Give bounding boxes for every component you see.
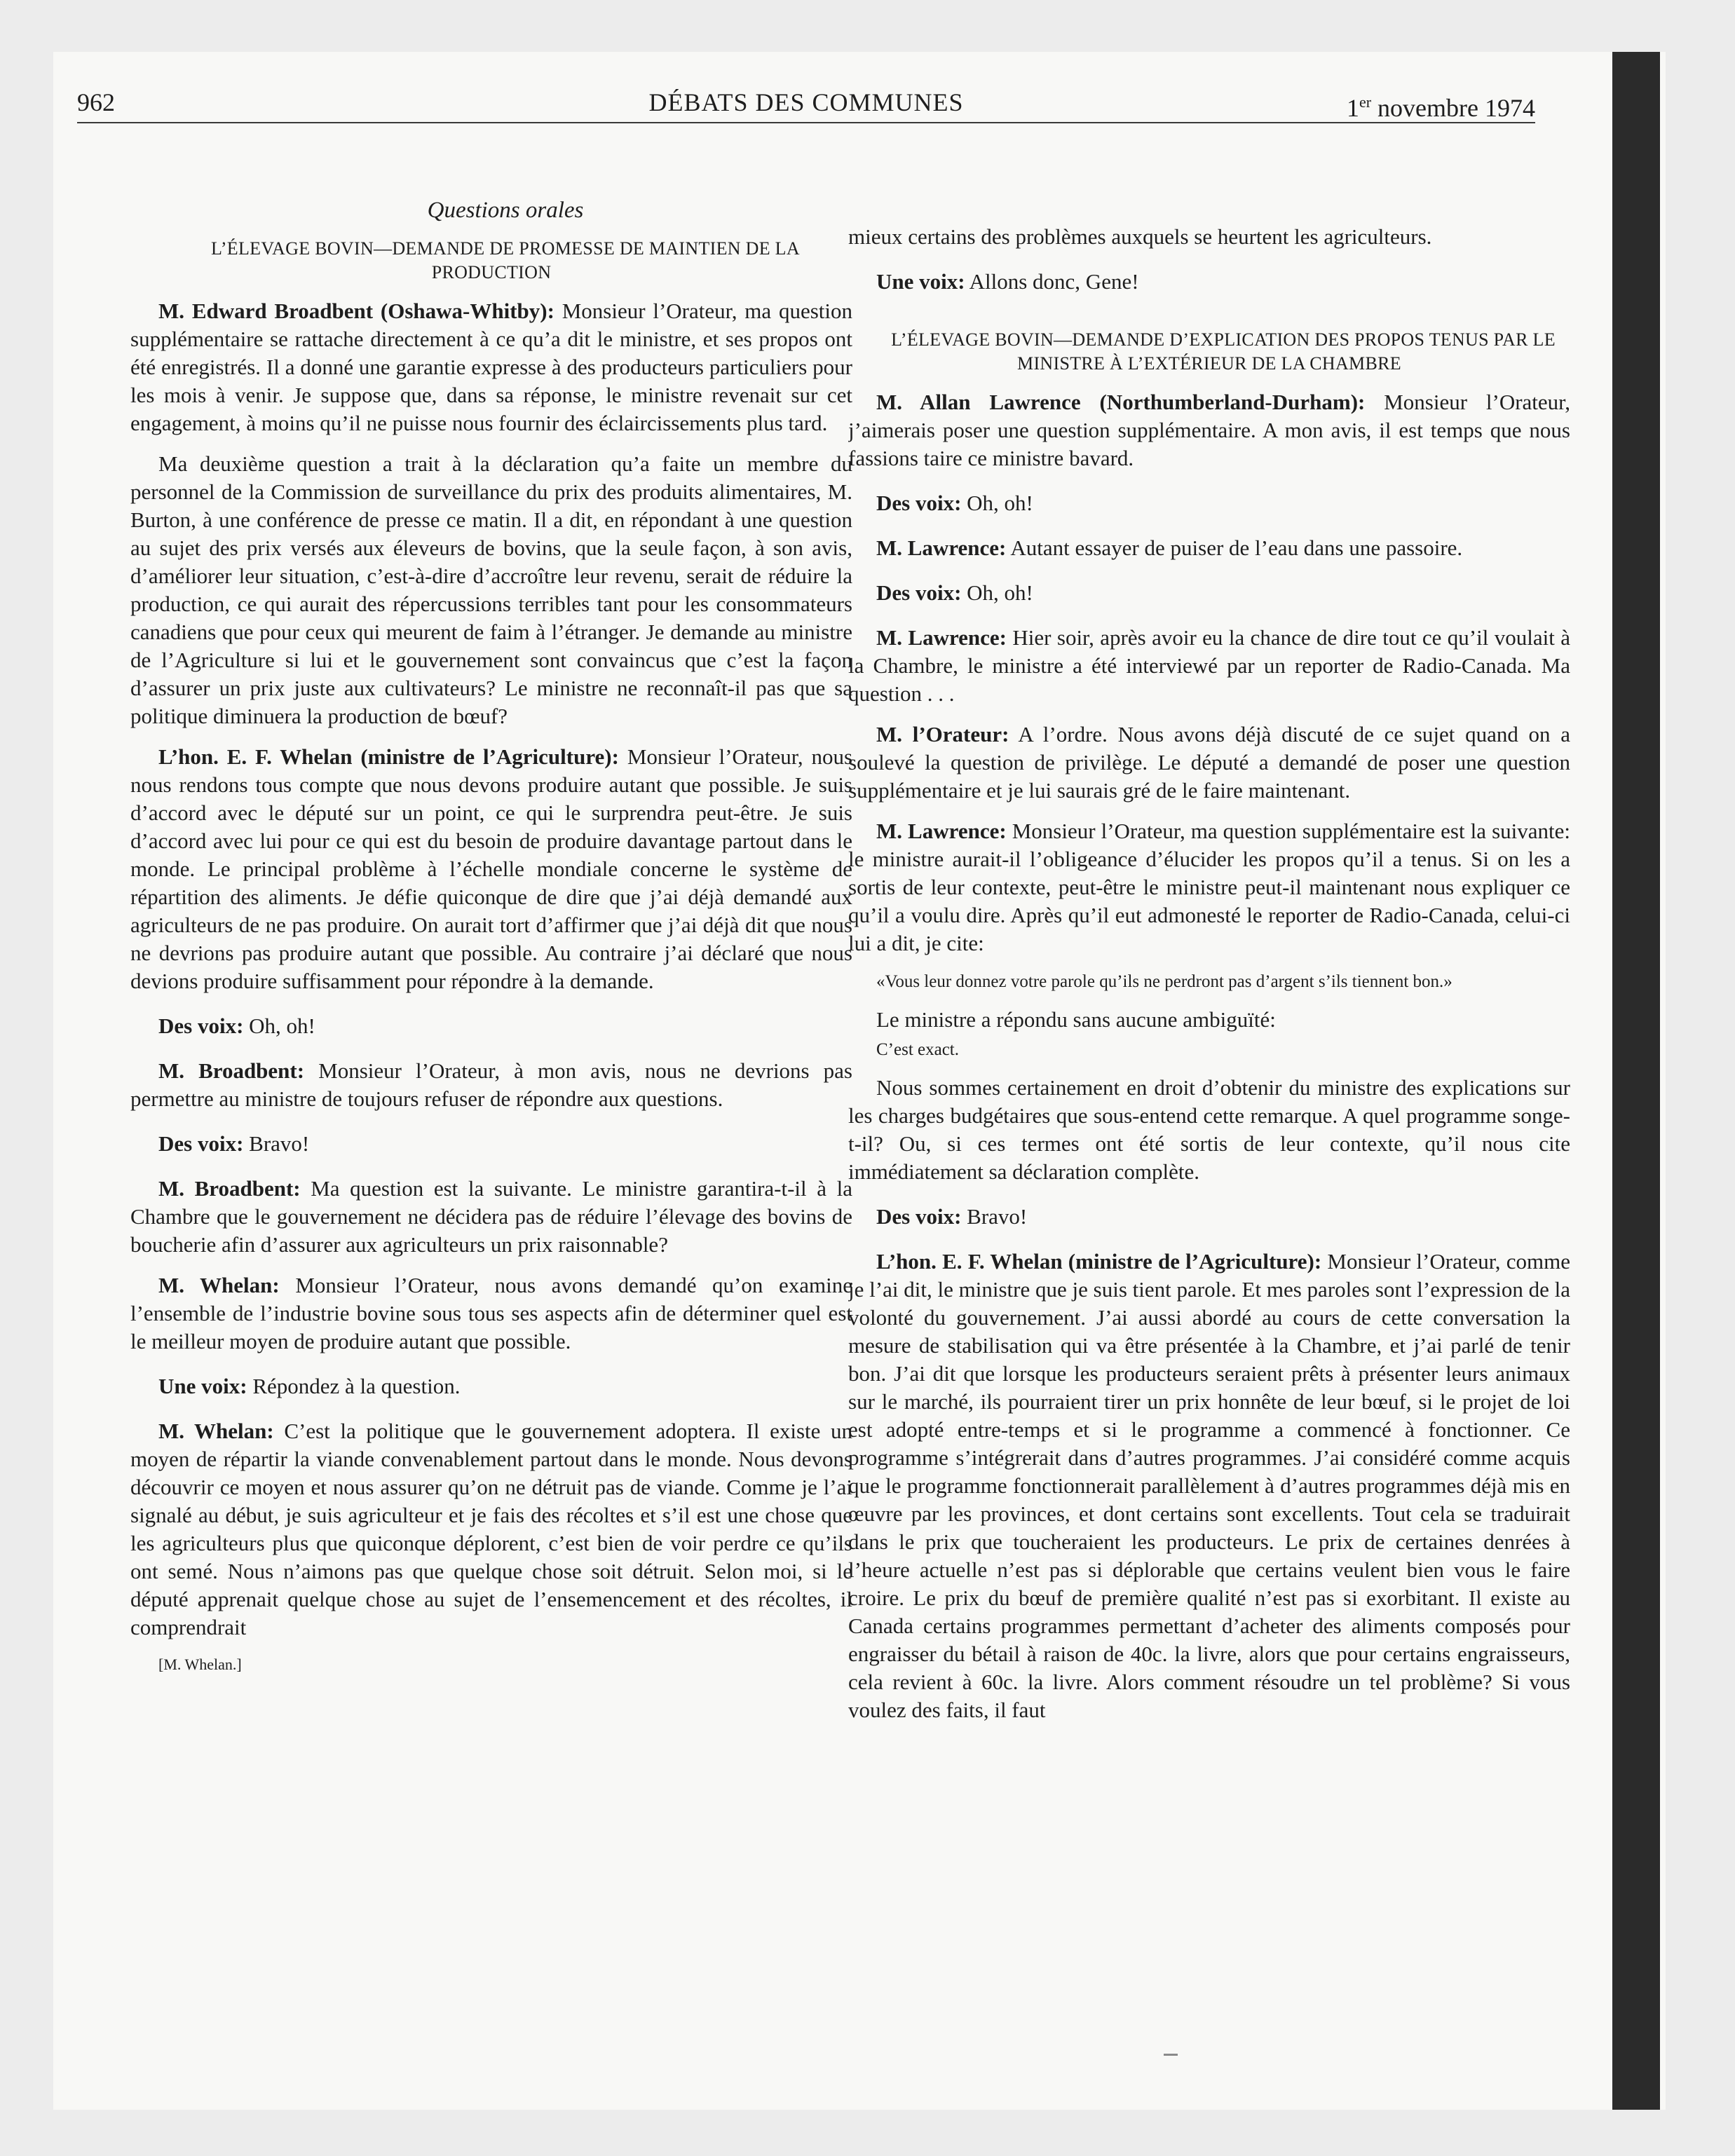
speech-text: Nous sommes certainement en droit d’obtenir du ministre des explications sur les charges budgétaires que sous-entend cette remarque. A quel programme songe-t-il? Ou, si ces termes ont été sortis de leur contexte, qu’il nous cite immédiatement sa déclaration complète.	[848, 1075, 1570, 1184]
speaker-name: M. Broadbent:	[158, 1058, 305, 1083]
issue-date: 1er novembre 1974	[1346, 93, 1535, 122]
speaker-name: Des voix:	[876, 491, 962, 515]
right-paragraphs-top	[848, 268, 1570, 296]
paragraph	[130, 1271, 852, 1356]
speaker-name: M. Whelan:	[158, 1419, 274, 1443]
speech-text: Monsieur l’Orateur, nous nous rendons tous compte que nous devons produire autant que possible. Je suis d’accord avec le député sur un point, ce qui le surprendra peut-être. Je suis d’accord avec lui pour ce qui est du besoin de produire davantage partout dans le monde. Le principal problème à l’échelle mondiale concerne le système de répartition des aliments. Je défie quiconque de dire que j’ai déjà demandé aux agriculteurs de ne pas produire. On aurait tort d’affirmer que j’ai déjà dit que nous ne devrions pas produire autant que possible. Au contraire j’ai déclaré que nous devions produire suffisamment pour répondre à la demande.	[130, 744, 852, 993]
paragraph	[130, 1130, 852, 1158]
paragraph	[130, 743, 852, 995]
speaker-name: M. Lawrence:	[876, 819, 1007, 843]
speech-text: Ma question est la suivante. Le ministre garantira-t-il à la Chambre que le gouvernement ne décidera pas de réduire l’élevage des bovins de boucherie afin d’assurer aux agriculteurs un prix raisonnable?	[130, 1176, 852, 1257]
speech-text: Monsieur l’Orateur, j’aimerais poser une question supplémentaire. A mon avis, il est temps que nous fassions taire ce ministre bavard.	[848, 390, 1570, 470]
paragraph	[848, 1203, 1570, 1231]
paragraph	[130, 1175, 852, 1259]
speaker-name: M. Broadbent:	[158, 1176, 301, 1201]
speech-text: Bravo!	[961, 1204, 1028, 1229]
paragraph	[130, 1012, 852, 1040]
paragraph	[130, 297, 852, 437]
speaker-name: L’hon. E. F. Whelan (ministre de l’Agriculture):	[158, 744, 619, 769]
paragraph	[848, 1074, 1570, 1186]
speaker-name: M. Allan Lawrence (Northumberland-Durham):	[876, 390, 1366, 414]
right-paragraphs-middle	[848, 388, 1570, 957]
block-quote: C’est exact.	[876, 1040, 960, 1059]
running-header	[77, 83, 1535, 123]
speaker-name: L’hon. E. F. Whelan (ministre de l’Agriculture):	[876, 1249, 1322, 1274]
left-column	[130, 196, 852, 2082]
paragraph	[130, 1057, 852, 1113]
speech-text: Répondez à la question.	[247, 1374, 461, 1398]
paragraph	[848, 579, 1570, 607]
speaker-name: Une voix:	[876, 269, 965, 294]
block-quote: «Vous leur donnez votre parole qu’ils ne perdront pas d’argent s’ils tiennent bon.»	[876, 972, 1452, 991]
right-paragraphs-bottom	[848, 1074, 1570, 1724]
scan-edge-shadow	[1612, 52, 1660, 2110]
speech-text: Oh, oh!	[961, 491, 1033, 515]
speech-text: Monsieur l’Orateur, ma question supplémentaire est la suivante: le ministre aurait-il l’obligeance d’élucider les propos qu’il a tenus. Si on les a sortis de leur contexte, peut-être le ministre peut-il maintenant nous expliquer ce qu’il a voulu dire. Après qu’il eut admonesté le reporter de Radio-Canada, celui-ci lui a dit, je cite:	[848, 819, 1570, 955]
left-paragraphs	[130, 297, 852, 1642]
speech-text: Bravo!	[243, 1131, 310, 1156]
speech-text: Autant essayer de puiser de l’eau dans une passoire.	[1006, 535, 1463, 560]
paragraph	[848, 1248, 1570, 1724]
paragraph	[130, 1417, 852, 1642]
speech-text: Monsieur l’Orateur, comme je l’ai dit, le ministre que je suis tient parole. Et mes paroles sont l’expression de la volonté du gouvernement. J’ai aussi abordé au cours de cette conversation la mesure de stabilisation qui va être présentée à la Chambre, et j’ai parlé de tenir bon. J’ai dit que lorsque les producteurs seraient prêts à présenter leurs animaux sur le marché, ils pourraient tirer un prix honnête de leur bœuf, si le projet de loi est adopté entre-temps et si le programme a commencé à fonctionner. Ce programme s’intégrerait dans d’autres programmes. J’ai considéré comme acquis que le programme fonctionnerait parallèlement à d’autres programmes déjà mis en œuvre par les provinces, et dont certains sont excellents. Tout cela se traduirait dans le prix que toucheraient les producteurs. Le prix de certaines denrées à l’heure actuelle n’est pas si déplorable que certains veulent bien vous le faire croire. Le prix du bœuf de première qualité n’est pas si exorbitant. Il existe au Canada certains programmes permettant d’acheter des aliments composés pour engraisser du bétail à raison de 40c. la livre, alors que pour certains engraisseurs, cela revient à 60c. la livre. Alors comment résoudre un tel problème? Si vous voulez des faits, il faut	[848, 1249, 1570, 1722]
section-heading: L’ÉLEVAGE BOVIN—DEMANDE D’EXPLICATION DES PROPOS TENUS PAR LE MINISTRE À L’EXTÉRIEUR DE LA CHAMBRE	[891, 329, 1556, 374]
section-heading: L’ÉLEVAGE BOVIN—DEMANDE DE PROMESSE DE MAINTIEN DE LA PRODUCTION	[211, 238, 800, 282]
scan-smudge	[1164, 2054, 1178, 2056]
paragraph	[848, 817, 1570, 957]
speech-text: Oh, oh!	[243, 1014, 315, 1038]
paragraph	[848, 268, 1570, 296]
paragraph	[848, 489, 1570, 517]
paragraph: Le ministre a répondu sans aucune ambiguïté:	[876, 1007, 1276, 1032]
speech-text: A l’ordre. Nous avons déjà discuté de ce sujet quand on a soulevé la question de privilège. Le député a demandé de poser une question supplémentaire et je lui saurais gré de le faire maintenant.	[848, 722, 1570, 803]
speech-text: Allons donc, Gene!	[965, 269, 1139, 294]
section-label: Questions orales	[427, 198, 584, 223]
speech-text: Monsieur l’Orateur, nous avons demandé qu’on examine l’ensemble de l’industrie bovine sous tous ses aspects afin de déterminer quel est le meilleur moyen de produire autant que possible.	[130, 1273, 852, 1353]
speaker-name: Des voix:	[876, 580, 962, 605]
speaker-name: M. Lawrence:	[876, 535, 1007, 560]
speaker-name: Des voix:	[876, 1204, 962, 1229]
continued-paragraph: mieux certains des problèmes auxquels se heurtent les agriculteurs.	[848, 224, 1432, 249]
paragraph	[848, 721, 1570, 805]
speech-text: Ma deuxième question a trait à la déclaration qu’a faite un membre du personnel de la Commission de surveillance du prix des produits alimentaires, M. Burton, à une conférence de presse ce matin. Il a dit, en répondant à une question au sujet des prix versés aux éleveurs de bovins, que la seule façon, à son avis, d’améliorer leur situation, c’est-à-dire d’accroître leur revenu, serait de réduire la production, ce qui aurait des répercussions terribles tant pour les consommateurs canadiens que pour ceux qui meurent de faim à l’étranger. Je demande au ministre de l’Agriculture si lui et le gouvernement sont convaincus que c’est la façon d’assurer un prix juste aux cultivateurs? Le ministre ne reconnaît-il pas que sa politique diminuera la production de bœuf?	[130, 451, 852, 728]
paragraph	[848, 388, 1570, 472]
page-number: 962	[77, 88, 115, 116]
speaker-name: Une voix:	[158, 1374, 247, 1398]
paragraph	[848, 534, 1570, 562]
paragraph	[130, 1372, 852, 1400]
speaker-name: M. Whelan:	[158, 1273, 280, 1297]
publication-title: DÉBATS DES COMMUNES	[648, 88, 964, 116]
right-column	[848, 223, 1570, 2108]
continuation-footnote: [M. Whelan.]	[158, 1656, 242, 1673]
speaker-name: M. Lawrence:	[876, 625, 1007, 650]
speech-text: Monsieur l’Orateur, ma question supplémentaire se rattache directement à ce qu’a dit le ministre, et ses propos ont été enregistrés. Il a donné une garantie expresse à des producteurs particuliers pour les mois à venir. Je suppose que, dans sa réponse, le ministre revenait sur cet engagement, à moins qu’il ne puisse nous fournir des éclaircissements plus tard.	[130, 299, 852, 435]
speech-text: Hier soir, après avoir eu la chance de dire tout ce qu’il voulait à la Chambre, le ministre a été interviewé par un reporter de Radio-Canada. Ma question . . .	[848, 625, 1570, 706]
speaker-name: M. Edward Broadbent (Oshawa-Whitby):	[158, 299, 554, 323]
speaker-name: Des voix:	[158, 1131, 244, 1156]
speech-text: Oh, oh!	[961, 580, 1033, 605]
speech-text: C’est la politique que le gouvernement adoptera. Il existe un moyen de répartir la viande convenablement partout dans le monde. Nous devons découvrir ce moyen et nous assurer qu’on ne détruit pas de viande. Comme je l’ai signalé au début, je suis agriculteur et je fais des récoltes et s’il est une chose que les agriculteurs plus que quiconque déplorent, c’est bien de voir perdre ce qu’ils ont semé. Nous n’aimons pas que quelque chose soit détruit. Selon moi, si le député apprenait quelque chose au sujet de l’ensemencement et des récoltes, il comprendrait	[130, 1419, 852, 1639]
speech-text: Monsieur l’Orateur, à mon avis, nous ne devrions pas permettre au ministre de toujours refuser de répondre aux questions.	[130, 1058, 852, 1111]
speaker-name: M. l’Orateur:	[876, 722, 1009, 746]
paragraph	[848, 624, 1570, 708]
speaker-name: Des voix:	[158, 1014, 244, 1038]
paragraph	[130, 450, 852, 730]
